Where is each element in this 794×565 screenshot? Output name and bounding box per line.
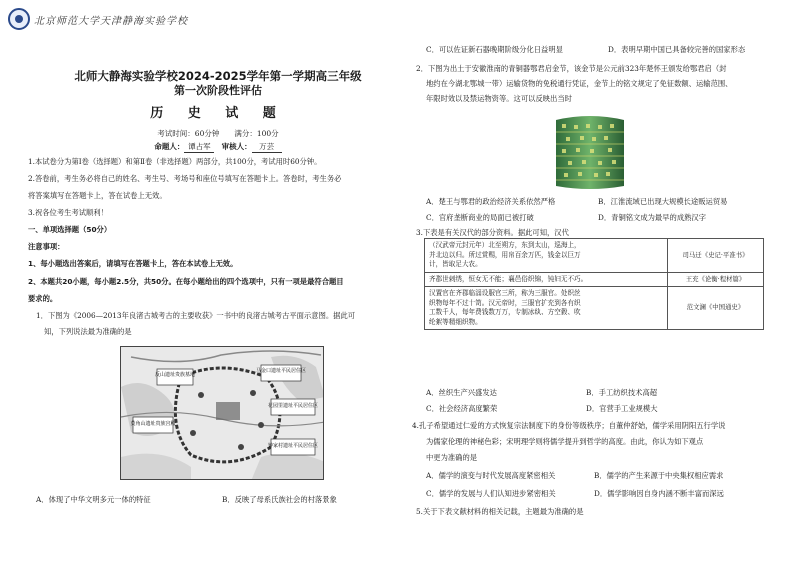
exam-info: 考试时间：60分钟 满分：100分 bbox=[157, 129, 279, 138]
rule-2: 2、本题共20小题，每小题2.5分，共50分。在每小题给出的四个选项中，只有一项是最符合题目 bbox=[28, 277, 344, 286]
liangzhu-map-figure bbox=[120, 346, 324, 480]
table-row bbox=[425, 239, 764, 273]
q2-option-a: A．楚王与鄂君的政治经济关系依然严格 bbox=[426, 197, 556, 206]
section-title: 一、单项选择题（50分） bbox=[28, 225, 112, 234]
bronze-tally-photo bbox=[552, 112, 628, 192]
table-row bbox=[425, 272, 764, 287]
q5-stem: 5.关于下表文献材料的相关记载，主题最为准确的是 bbox=[416, 507, 584, 516]
q3-option-a: A．丝织生产兴盛发达 bbox=[426, 388, 497, 397]
attention-title: 注意事项： bbox=[28, 242, 65, 251]
han-sources-table bbox=[424, 238, 764, 330]
rule-2b: 要求的。 bbox=[28, 294, 58, 303]
table-cell-text: 汉置官在齐郡临淄设服官三所，称为三服官。处织丝 织物每年不过十笥。汉元帝时，三服官扩充到各有织 工数千人，每年费钱数万万，专制冰纨、方空縠、吹 纶絮等精细织物。 bbox=[425, 287, 668, 330]
subject-title: 历 史 试 题 bbox=[150, 106, 286, 121]
q4-option-b: B．儒学的产生来源于中央集权相应需求 bbox=[594, 471, 724, 480]
q1-option-b: B．反映了母系氏族社会的村落景象 bbox=[222, 495, 337, 504]
q3-option-d: D．官营手工业规模大 bbox=[586, 404, 658, 413]
right-column bbox=[412, 0, 784, 565]
q2-stem-3: 年限时效以及禁运物资等。这可以反映出当时 bbox=[426, 94, 572, 103]
left-column bbox=[28, 0, 408, 565]
table-cell-text: （汉武帝元封元年）北至朔方，东到太山，巡海上， 并北边以归。所过赏赐，用帛百余万匹，钱金以巨万 计，皆取足大农。 bbox=[425, 239, 668, 273]
q2-stem-2: 地约在今湖北鄂城一带）运输货物的免税通行凭证，金节上的铭文规定了免征数额、运输范围、 bbox=[426, 79, 733, 88]
q4-option-a: A．儒学的演变与时代发展高度紧密相关 bbox=[426, 471, 556, 480]
q4-stem-2: 为儒家伦理的神秘色彩；宋明理学则将儒学提升到哲学的高度。由此，你认为如下观点 bbox=[426, 437, 704, 446]
table-row bbox=[425, 287, 764, 330]
author-name: 谭占军 bbox=[184, 141, 214, 153]
map-label-huayuanli: 花园里遗址平民居住区 bbox=[267, 403, 319, 409]
map-label-fanshan: 反山遗址贵族墓地 bbox=[154, 372, 196, 378]
map-label-mojiaoshan: 莫角山遗址贵族宫殿 bbox=[130, 421, 176, 427]
map-label-zhongjiacun: 钟家村遗址平民居住区 bbox=[267, 443, 319, 449]
rule-1: 1、每小题选出答案后，请填写在答题卡上，答在本试卷上无效。 bbox=[28, 259, 238, 268]
q4-stem-1: 4.孔子希望通过仁爱的方式恢复宗法制度下的身份等级秩序；自董仲舒始，儒学采用阴阳五行学说 bbox=[412, 421, 726, 430]
school-logo-text: 北京师范大学天津静海实验学校 bbox=[34, 15, 188, 27]
school-seal-icon bbox=[8, 8, 30, 30]
q2-option-b: B．江淮流域已出现大规模长途贩运贸易 bbox=[598, 197, 728, 206]
q2-option-c: C．官府垄断商业的局面已被打破 bbox=[426, 213, 534, 222]
q2-stem-1: 2．下图为出土于安徽淮南的青铜器鄂君启金节，该金节是公元前323年楚怀王颁发给鄂君启（封 bbox=[416, 64, 727, 73]
reviewer-name: 万芸 bbox=[252, 141, 282, 153]
note-2b: 将答案填写在答题卡上，答在试卷上无效。 bbox=[28, 191, 167, 200]
q4-option-d: D．儒学影响因自身内涵不断丰富而深远 bbox=[594, 489, 724, 498]
question-1-stem: 1．下图为《2006—2013年良渚古城考古的主要收获》一书中的良渚古城考古平面示意图。据此可 bbox=[36, 311, 356, 320]
q4-stem-3: 中更为准确的是 bbox=[426, 453, 478, 462]
table-cell-source: 范文澜《中国通史》 bbox=[668, 287, 764, 330]
q4-option-c: C．儒学的发展与人们认知进步紧密相关 bbox=[426, 489, 556, 498]
q1-option-a: A．体现了中华文明多元一体的特征 bbox=[36, 495, 151, 504]
note-3: 3.祝各位考生考试顺利！ bbox=[28, 208, 108, 217]
map-drawing bbox=[121, 347, 324, 480]
map-label-majinkou: 马金口遗址平民居住区 bbox=[255, 368, 307, 374]
exam-title: 北师大静海实验学校2024-2025学年第一学期高三年级 bbox=[74, 69, 362, 83]
table-cell-source: 王充《论衡·程材篇》 bbox=[668, 272, 764, 287]
note-2: 2.答卷前，考生务必将自己的姓名、考生号、考场号和座位号填写在答题卡上。答卷时，考生务必 bbox=[28, 174, 342, 183]
q2-option-d: D．青铜铭文成为最早的成熟汉字 bbox=[598, 213, 707, 222]
q1-option-c: C．可以佐证新石器晚期阶级分化日益明显 bbox=[426, 45, 563, 54]
table-cell-text: 齐郡世刺绣，恒女无不能；襄邑俗织锦，钝妇无不巧。 bbox=[425, 272, 668, 287]
q3-option-b: B．手工纺织技术高超 bbox=[586, 388, 658, 397]
exam-subtitle: 第一次阶段性评估 bbox=[174, 84, 262, 97]
q1-option-d: D．表明早期中国已具备较完善的国家形态 bbox=[608, 45, 746, 54]
q3-stem: 3.下表是有关汉代的部分资料。据此可知，汉代 bbox=[416, 228, 569, 237]
q3-option-c: C．社会经济高度繁荣 bbox=[426, 404, 498, 413]
table-cell-source: 司马迁《史记·平准书》 bbox=[668, 239, 764, 273]
note-1: 1.本试卷分为第Ⅰ卷（选择题）和第Ⅱ卷（非选择题）两部分，共100分，考试用时60分钟。 bbox=[28, 157, 322, 166]
question-1-stem-b: 知，下列说法最为准确的是 bbox=[44, 327, 132, 336]
author-line: 命题人： 谭占军 审核人： 万芸 bbox=[28, 141, 408, 153]
